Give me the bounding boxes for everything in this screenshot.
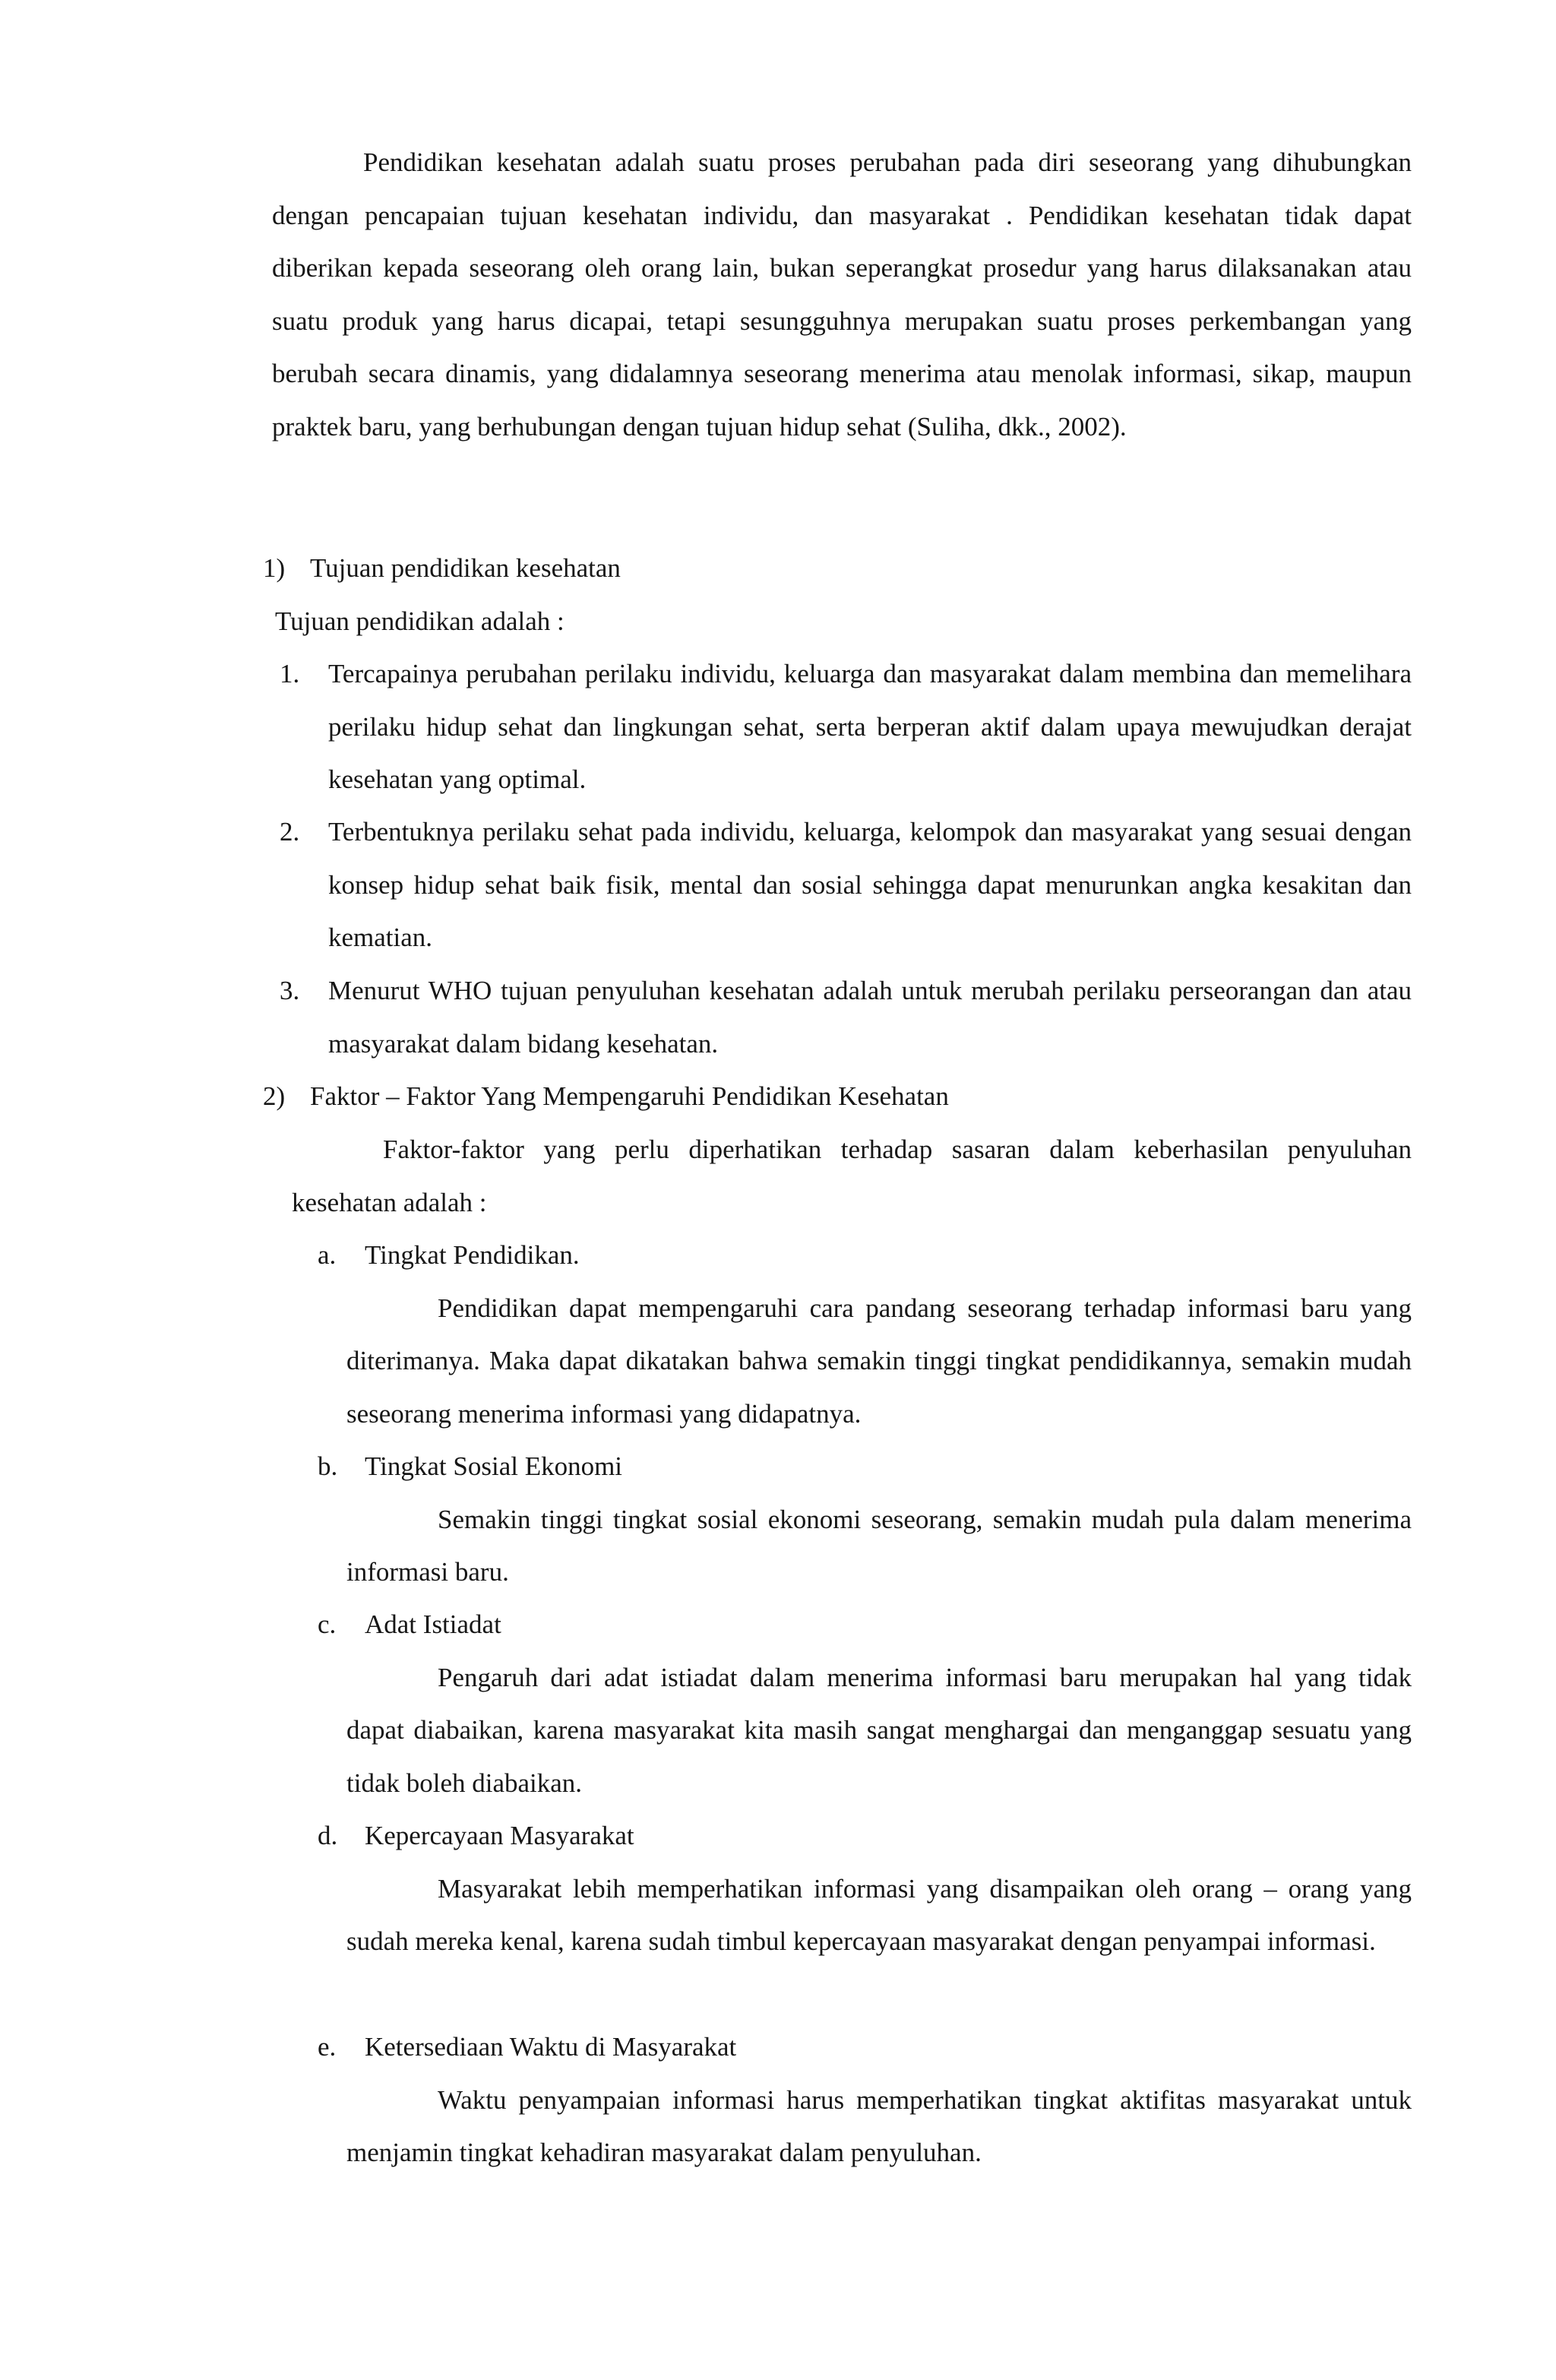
goal-item-1 [275, 647, 1412, 806]
intro-paragraph: Pendidikan kesehatan adalah suatu proses perubahan pada diri seseorang yang dihubungkan dengan pencapaian tujuan kesehatan individu, dan masyarakat . Pendidikan kesehatan tidak dapat diberikan kepada seseorang oleh orang lain, bukan seperangkat prosedur yang harus dilaksanakan atau suatu produk yang harus dicapai, tetapi sesungguhnya merupakan suatu proses perkembangan yang berubah secara dinamis, yang didalamnya seseorang menerima atau menolak informasi, sikap, maupun praktek baru, yang berhubungan dengan tujuan hidup sehat (Suliha, dkk., 2002). [272, 147, 1412, 442]
factor-c-letter: c. [318, 1609, 337, 1639]
factor-a-body: Pendidikan dapat mempengaruhi cara pandang seseorang terhadap informasi baru yang diterimanya. Maka dapat dikatakan bahwa semakin tinggi tingkat pendidikannya, semakin mudah seseorang menerima informasi yang didapatnya. [346, 1293, 1412, 1429]
factor-b-letter: b. [318, 1451, 338, 1481]
factor-d-letter: d. [318, 1821, 338, 1850]
section-2-intro: Faktor-faktor yang perlu diperhatikan terhadap sasaran dalam keberhasilan penyuluhan kesehatan adalah : [292, 1135, 1412, 1217]
factor-d [318, 1809, 1412, 1968]
goal-item-3-text: Menurut WHO tujuan penyuluhan kesehatan adalah untuk merubah perilaku perseorangan dan atau masyarakat dalam bidang kesehatan. [328, 976, 1412, 1059]
goal-item-1-text: Tercapainya perubahan perilaku individu, keluarga dan masyarakat dalam membina dan memelihara perilaku hidup sehat dan lingkungan sehat, serta berperan aktif dalam upaya mewujudkan derajat kesehatan yang optimal. [328, 659, 1412, 794]
factor-a [318, 1229, 1412, 1440]
factor-c-title: Adat Istiadat [365, 1609, 501, 1639]
factor-a-letter: a. [318, 1240, 337, 1270]
goal-item-2-number: 2. [280, 817, 300, 847]
factor-d-body: Masyarakat lebih memperhatikan informasi yang disampaikan oleh orang – orang yang sudah mereka kenal, karena sudah timbul kepercayaan masyarakat dengan penyampai informasi. [346, 1873, 1412, 1956]
goal-item-1-number: 1. [280, 659, 300, 688]
factor-c-body: Pengaruh dari adat istiadat dalam menerima informasi baru merupakan hal yang tidak dapat diabaikan, karena masyarakat kita masih sangat menghargai dan menganggap sesuatu yang tidak boleh diabaikan. [346, 1662, 1412, 1798]
factor-e-body: Waktu penyampaian informasi harus memperhatikan tingkat aktifitas masyarakat untuk menjamin tingkat kehadiran masyarakat dalam penyuluhan. [346, 2084, 1412, 2167]
factor-e [318, 2021, 1412, 2179]
goal-item-2-text: Terbentuknya perilaku sehat pada individu, keluarga, kelompok dan masyarakat yang sesuai dengan konsep hidup sehat baik fisik, mental dan sosial sehingga dapat menurunkan angka kesakitan dan kematian. [328, 817, 1412, 952]
factor-b-body: Semakin tinggi tingkat sosial ekonomi seseorang, semakin mudah pula dalam menerima informasi baru. [346, 1504, 1412, 1587]
goal-item-3-number: 3. [280, 976, 300, 1005]
factor-e-letter: e. [318, 2032, 337, 2062]
section-1-title: Tujuan pendidikan kesehatan [310, 553, 621, 583]
factor-b [318, 1440, 1412, 1599]
section-2-number: 2) [263, 1081, 286, 1111]
section-1-number: 1) [263, 553, 286, 583]
factor-e-title: Ketersediaan Waktu di Masyarakat [365, 2032, 737, 2062]
section-1-lead: Tujuan pendidikan adalah : [275, 606, 565, 636]
section-2-heading [263, 1070, 1403, 1123]
section-2-title: Faktor – Faktor Yang Mempengaruhi Pendidikan Kesehatan [310, 1081, 949, 1111]
factor-b-title: Tingkat Sosial Ekonomi [365, 1451, 623, 1481]
factor-c [318, 1598, 1412, 1809]
factor-a-title: Tingkat Pendidikan. [365, 1240, 580, 1270]
factor-d-title: Kepercayaan Masyarakat [365, 1821, 634, 1850]
goal-item-2 [275, 805, 1412, 964]
section-1-heading [263, 542, 1403, 595]
goal-item-3 [275, 964, 1412, 1070]
